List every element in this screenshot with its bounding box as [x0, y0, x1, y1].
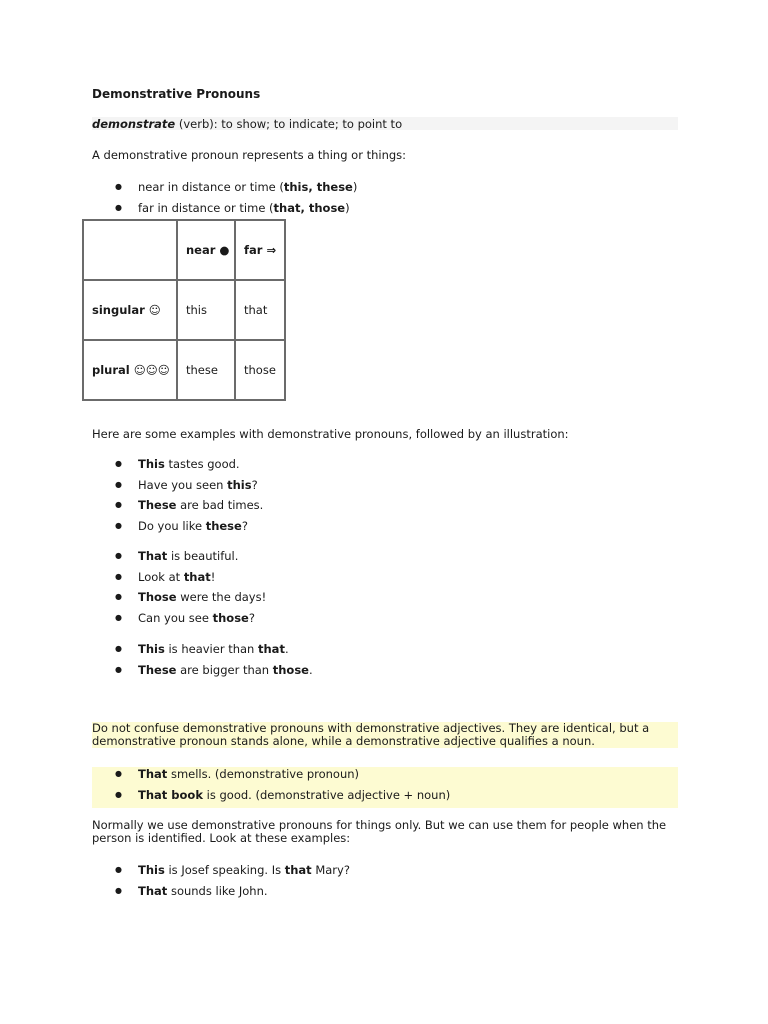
table-header-far: far ⇒: [235, 220, 285, 280]
list-item: ● This is heavier than that.: [92, 642, 313, 663]
table-header-near: near ●: [177, 220, 235, 280]
list-item: ● That is beautiful.: [92, 549, 266, 570]
note-highlight: Do not confuse demonstrative pronouns with demonstrative adjectives. They are identical, but a demonstrative pronoun stands alone, while a demonstrative adjective qualifies a noun.: [92, 722, 678, 748]
list-item: ● That smells. (demonstrative pronoun): [92, 767, 678, 788]
row-label-singular: singular ☺: [83, 280, 177, 340]
list-item: ● This is Josef speaking. Is that Mary?: [92, 863, 350, 884]
examples-list-2: [92, 549, 266, 631]
definition-term: demonstrate: [92, 117, 176, 131]
list-item: ● Have you seen this?: [92, 478, 263, 499]
pronoun-table: [82, 219, 286, 401]
list-item: ● Look at that!: [92, 570, 266, 591]
table-corner-cell: [83, 220, 177, 280]
intro-bullet-list: [92, 180, 357, 221]
table-cell: that: [235, 280, 285, 340]
note-examples-list: [92, 767, 678, 808]
list-item: ● This tastes good.: [92, 457, 263, 478]
list-item: ● Do you like these?: [92, 519, 263, 540]
examples-list-1: [92, 457, 263, 539]
list-item: ● Those were the days!: [92, 590, 266, 611]
table-row: [83, 280, 285, 340]
examples-list-3: [92, 642, 313, 683]
definition-line: [92, 117, 678, 130]
people-paragraph: Normally we use demonstrative pronouns for things only. But we can use them for people when the person is identified. Look at these examples:: [92, 818, 667, 845]
page-title: Demonstrative Pronouns: [92, 87, 261, 101]
list-item: ● These are bad times.: [92, 498, 263, 519]
list-item: ● Can you see those?: [92, 611, 266, 632]
intro-text: A demonstrative pronoun represents a thing or things:: [92, 148, 407, 162]
examples-intro: Here are some examples with demonstrative pronouns, followed by an illustration:: [92, 427, 569, 441]
table-cell: these: [177, 340, 235, 400]
list-item: ● These are bigger than those.: [92, 663, 313, 684]
list-item: ● far in distance or time (that, those): [92, 201, 357, 222]
table-row: [83, 340, 285, 400]
table-cell: those: [235, 340, 285, 400]
list-item: ● near in distance or time (this, these): [92, 180, 357, 201]
table-cell: this: [177, 280, 235, 340]
table-header-row: [83, 220, 285, 280]
row-label-plural: plural ☺☺☺: [83, 340, 177, 400]
definition-text: (verb): to show; to indicate; to point to: [175, 117, 403, 131]
people-examples-list: [92, 863, 350, 904]
list-item: ● That book is good. (demonstrative adjective + noun): [92, 788, 678, 809]
list-item: ● That sounds like John.: [92, 884, 350, 905]
